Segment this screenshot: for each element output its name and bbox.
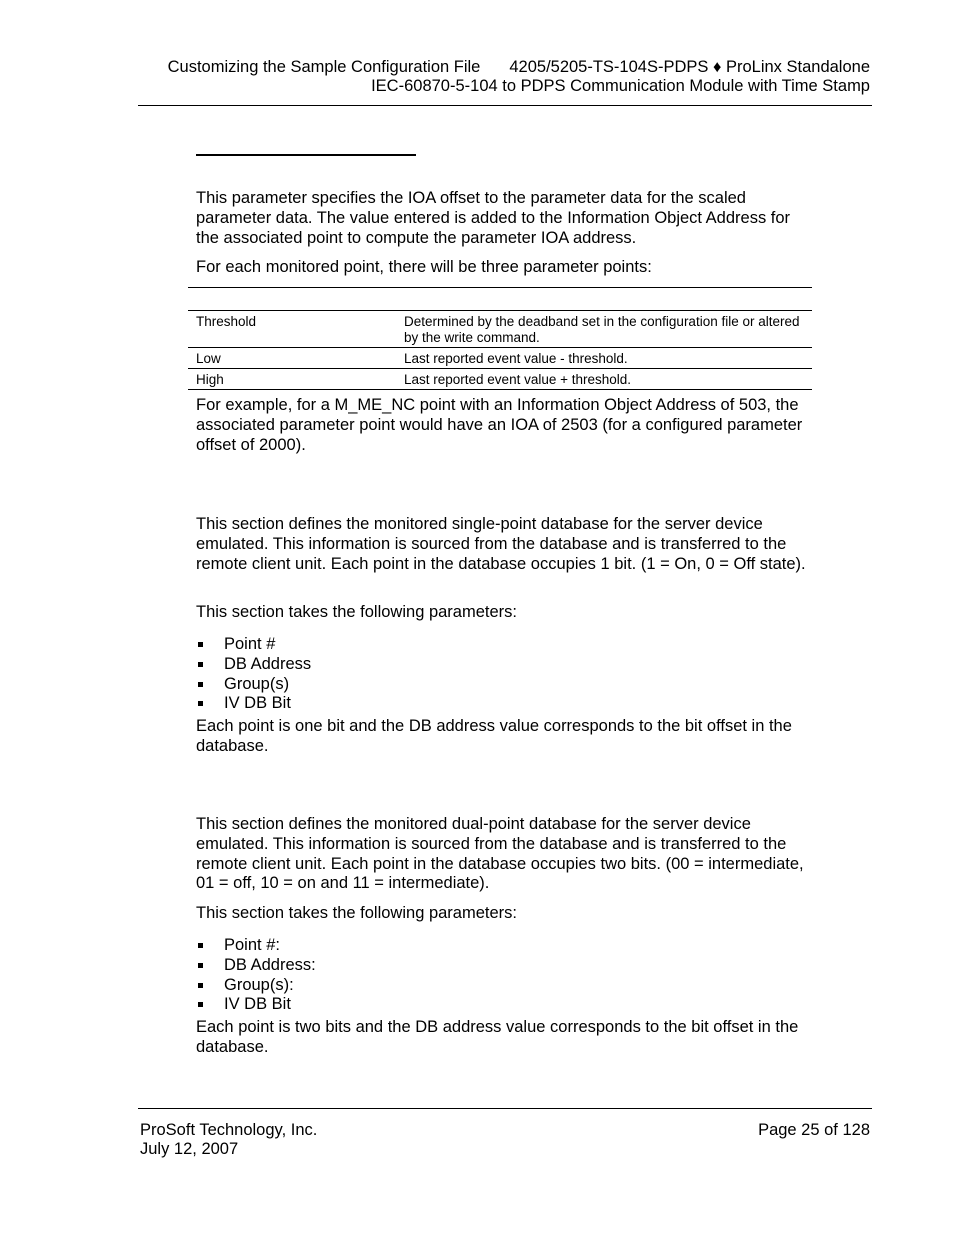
- footer-rule: [138, 1108, 872, 1109]
- list-item: Point #: [196, 635, 311, 655]
- table-row: [188, 348, 812, 369]
- table-top-rule: [188, 287, 812, 288]
- header-section-title: Customizing the Sample Configuration File: [167, 58, 481, 76]
- dual-point-note: Each point is two bits and the DB address value corresponds to the bit offset in the database.: [196, 1018, 799, 1056]
- list-item: DB Address: [196, 655, 311, 675]
- running-header: [168, 57, 870, 77]
- dual-point-description: This section defines the monitored dual-point database for the server device emulated. This information is sourced from the database and is transferred to the remote client unit. Each point in the database occupies two bits. (00 = intermediate, 01 = off, 10 = on and 11 = intermediate).: [196, 815, 804, 893]
- table-row: [188, 369, 812, 390]
- dual-point-params-intro: This section takes the following parameters:: [196, 904, 517, 922]
- param-description: Last reported event value + threshold.: [396, 369, 812, 390]
- single-point-description: This section defines the monitored single-point database for the server device emulated. This information is sourced from the database and is transferred to the remote client unit. Each point in the database occupies 1 bit. (1 = On, 0 = Off state).: [196, 515, 806, 573]
- single-point-parameter-list: [196, 635, 311, 714]
- single-point-note: Each point is one bit and the DB address value corresponds to the bit offset in the database.: [196, 717, 792, 755]
- table-row: [188, 311, 812, 348]
- list-item: Group(s): [196, 675, 311, 695]
- list-item: Point #:: [196, 936, 316, 956]
- offset-example: For example, for a M_ME_NC point with an Information Object Address of 503, the associated parameter point would have an IOA of 2503 (for a configured parameter offset of 2000).: [196, 396, 803, 454]
- header-rule: [138, 105, 872, 106]
- list-item: Group(s):: [196, 976, 316, 996]
- list-item: IV DB Bit: [196, 995, 316, 1015]
- footer-page-number: Page 25 of 128: [758, 1121, 870, 1139]
- parameter-points-table: [188, 310, 812, 390]
- dual-point-parameter-list: [196, 936, 316, 1015]
- header-product-title: 4205/5205-TS-104S-PDPS ♦ ProLinx Standalone: [509, 58, 870, 76]
- section-heading-rule: [196, 154, 416, 156]
- param-name: High: [188, 369, 396, 390]
- list-item: DB Address:: [196, 956, 316, 976]
- offset-description: This parameter specifies the IOA offset to the parameter data for the scaled parameter data. The value entered is added to the Information Object Address for the associated point to compute the parameter IOA address.: [196, 189, 791, 247]
- footer-date: July 12, 2007: [140, 1140, 239, 1158]
- parameter-points-intro: For each monitored point, there will be three parameter points:: [196, 258, 652, 276]
- param-description: Last reported event value - threshold.: [396, 348, 812, 369]
- single-point-params-intro: This section takes the following parameters:: [196, 603, 517, 621]
- param-name: Low: [188, 348, 396, 369]
- param-description: Determined by the deadband set in the configuration file or altered by the write command.: [396, 311, 812, 348]
- footer-company: ProSoft Technology, Inc.: [140, 1121, 318, 1139]
- param-name: Threshold: [188, 311, 396, 348]
- header-module-title: IEC-60870-5-104 to PDPS Communication Module with Time Stamp: [371, 77, 870, 95]
- list-item: IV DB Bit: [196, 694, 311, 714]
